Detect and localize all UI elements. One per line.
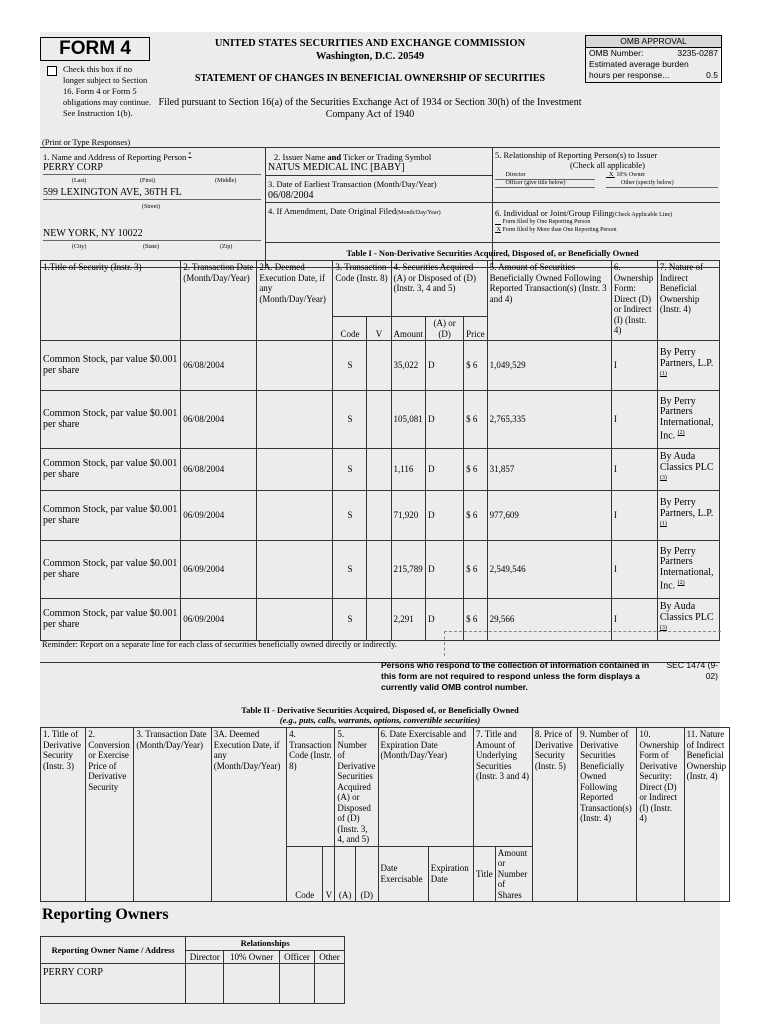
- t2-col-form: 10. Ownership Form of Derivative Security: Direct (D) or Indirect (I) (Instr. 4): [637, 728, 684, 902]
- cell-code-v: [367, 391, 391, 449]
- box1-label: 1. Name and Address of Reporting Person *: [43, 152, 192, 162]
- cell-security-title: Common Stock, par value $0.001 per share: [41, 599, 181, 641]
- sec-code: SEC 1474 (9-02): [666, 660, 718, 681]
- cell-price: $ 6: [464, 541, 488, 599]
- box5-label: 5. Relationship of Reporting Person(s) to Issuer: [495, 150, 658, 160]
- t2-sub-amount: Amount or Number of Shares: [495, 846, 532, 902]
- zip-label: (Zip): [220, 244, 233, 250]
- cell-acquired-disposed: D: [426, 391, 464, 449]
- cell-code-v: [367, 491, 391, 541]
- cell-transaction-date: 06/08/2004: [181, 391, 257, 449]
- footnote-ref[interactable]: (1): [659, 371, 667, 378]
- cell-amount-owned: 29,566: [487, 599, 611, 641]
- cell-deemed-date: [257, 341, 333, 391]
- cell-nature: By Auda Classics PLC $^{(3)}$: [657, 449, 719, 491]
- cell-acquired-disposed: D: [426, 341, 464, 391]
- omb-approval-box: [585, 35, 722, 83]
- t1-sub-price: Price: [464, 317, 488, 341]
- t1-col-ownership-form: 6. Ownership Form: Direct (D) or Indirect (I) (Instr. 4): [611, 261, 657, 341]
- cell-code-v: [367, 541, 391, 599]
- omb-hours-value: 0.5: [706, 70, 718, 80]
- cell-transaction-date: 06/09/2004: [181, 491, 257, 541]
- one-reporting-person-option[interactable]: Form filed by One Reporting Person: [502, 219, 591, 225]
- cell-nature: By Auda Classics PLC $^{(3)}$: [657, 599, 719, 641]
- t1-col-date: 2. Transaction Date (Month/Day/Year): [181, 261, 257, 341]
- cell-nature: By Perry Partners, L.P. $^{(1)}$: [657, 491, 719, 541]
- footnote-ref[interactable]: (2): [677, 430, 685, 437]
- cell-ownership-form: I: [611, 491, 657, 541]
- cell-acquired-disposed: D: [426, 449, 464, 491]
- cell-price: $ 6: [464, 341, 488, 391]
- box2-label: 2. Issuer Name and Ticker or Trading Symbol: [274, 152, 432, 162]
- cell-transaction-code: S: [333, 541, 367, 599]
- cell-amount: 215,789: [391, 541, 426, 599]
- first-label: (First): [140, 178, 155, 184]
- cell-security-title: Common Stock, par value $0.001 per share: [41, 491, 181, 541]
- checkbox-text: Check this box if no longer subject to Section 16. Form 4 or Form 5 obligations may continue. See Instruction 1(b).: [63, 64, 152, 118]
- t2-sub-d: (D): [355, 846, 378, 902]
- cell-deemed-date: [257, 391, 333, 449]
- t1-col-deemed: 2A. Deemed Execution Date, if any (Month/Day/Year): [257, 261, 333, 341]
- cell-amount: 71,920: [391, 491, 426, 541]
- table-row: [41, 449, 720, 491]
- cell-transaction-code: S: [333, 491, 367, 541]
- table-row: [41, 391, 720, 449]
- earliest-transaction-date: 06/08/2004: [268, 190, 314, 201]
- ten-percent-owner-option[interactable]: X 10% Owner: [609, 172, 646, 178]
- table-row: [41, 341, 720, 391]
- table2-derivative: [40, 727, 730, 902]
- cell-amount-owned: 2,549,546: [487, 541, 611, 599]
- box4-label: 4. If Amendment, Date Original Filed(Month/Day/Year): [268, 206, 441, 216]
- reminder-text: Reminder: Report on a separate line for each class of securities beneficially owned directly or indirectly.: [42, 639, 397, 649]
- t2-col-price: 8. Price of Derivative Security (Instr. 5): [532, 728, 577, 902]
- t2-col-number: 5. Number of Derivative Securities Acquired (A) or Disposed of (D) (Instr. 3, 4, and 5): [335, 728, 378, 847]
- print-type-note: (Print or Type Responses): [42, 137, 131, 147]
- filed-pursuant: Filed pursuant to Section 16(a) of the Securities Exchange Act of 1934 or Section 30(h) of the Investment Company Act of 1940: [158, 97, 582, 120]
- blank-box: [444, 631, 721, 656]
- middle-label: (Middle): [215, 178, 237, 184]
- cell-code-v: [367, 599, 391, 641]
- cell-deemed-date: [257, 541, 333, 599]
- cell-amount-owned: 1,049,529: [487, 341, 611, 391]
- t2-col-code: 4. Transaction Code (Instr. 8): [287, 728, 335, 847]
- t1-sub-code: Code: [333, 317, 367, 341]
- cell-code-v: [367, 449, 391, 491]
- owners-10pct-col: 10% Owner: [224, 950, 280, 964]
- cell-amount: 35,022: [391, 341, 426, 391]
- cell-nature: By Perry Partners International, Inc. $^{(2)}$: [657, 391, 719, 449]
- t2-col-nature: 11. Nature of Indirect Beneficial Ownership (Instr. 4): [684, 728, 729, 902]
- omb-notice: Persons who respond to the collection of information contained in this form are not required to respond unless the form displays a currently valid OMB control number.: [381, 660, 650, 692]
- cell-price: $ 6: [464, 391, 488, 449]
- agency-name: UNITED STATES SECURITIES AND EXCHANGE COMMISSION: [214, 38, 526, 49]
- table-row: [41, 541, 720, 599]
- reporting-person-street: 599 LEXINGTON AVE, 36TH FL: [43, 187, 182, 198]
- officer-option[interactable]: Officer (give title below): [495, 180, 595, 188]
- cell-security-title: Common Stock, par value $0.001 per share: [41, 541, 181, 599]
- cell-amount: 2,291: [391, 599, 426, 641]
- state-label: (State): [143, 244, 159, 250]
- t1-col-title: 1.Title of Security (Instr. 3): [41, 261, 181, 341]
- t2-sub-expiration: Expiration Date: [428, 846, 473, 902]
- more-reporting-persons-option[interactable]: X Form filed by More than One Reporting Person: [496, 227, 617, 233]
- t1-col-code: 3. Transaction Code (Instr. 8): [333, 261, 391, 317]
- omb-burden-label: Estimated average burden: [589, 59, 689, 69]
- t2-col-conversion: 2. Conversion or Exercise Price of Derivative Security: [86, 728, 134, 902]
- footnote-ref[interactable]: (3): [659, 625, 667, 632]
- cell-ownership-form: I: [611, 391, 657, 449]
- footnote-ref[interactable]: (2): [677, 580, 685, 587]
- cell-transaction-date: 06/09/2004: [181, 599, 257, 641]
- cell-amount-owned: 31,857: [487, 449, 611, 491]
- t1-col-amount-owned: 5. Amount of Securities Beneficially Owned Following Reported Transaction(s) (Instr. 3 and 4): [487, 261, 611, 341]
- t1-col-securities: 4. Securities Acquired (A) or Disposed of (D) (Instr. 3, 4 and 5): [391, 261, 487, 317]
- table1-non-derivative: [40, 260, 720, 641]
- t1-sub-amount: Amount: [391, 317, 426, 341]
- cell-transaction-date: 06/08/2004: [181, 449, 257, 491]
- cell-nature: By Perry Partners, L.P. $^{(1)}$: [657, 341, 719, 391]
- cell-security-title: Common Stock, par value $0.001 per share: [41, 341, 181, 391]
- director-option[interactable]: Director: [495, 172, 595, 180]
- box6-label: 6. Individual or Joint/Group Filing(Check Applicable Line): [495, 208, 673, 218]
- t1-sub-v: V: [367, 317, 391, 341]
- owners-officer-col: Officer: [280, 950, 315, 964]
- cell-amount: 1,116: [391, 449, 426, 491]
- street-label: (Street): [142, 204, 160, 210]
- cell-deemed-date: [257, 449, 333, 491]
- cell-ownership-form: I: [611, 541, 657, 599]
- table2-subtitle: (e.g., puts, calls, warrants, options, convertible securities): [279, 715, 481, 725]
- box3-label: 3. Date of Earliest Transaction (Month/Day/Year): [268, 179, 437, 189]
- last-label: (Last): [72, 178, 87, 184]
- t2-sub-date-exercisable: Date Exercisable: [378, 846, 428, 902]
- table2-title: Table II - Derivative Securities Acquired, Disposed of, or Beneficially Owned: [241, 705, 519, 715]
- cell-security-title: Common Stock, par value $0.001 per share: [41, 449, 181, 491]
- cell-acquired-disposed: D: [426, 491, 464, 541]
- t2-col-title: 1. Title of Derivative Security (Instr. 3): [41, 728, 86, 902]
- owner-name-col: Reporting Owner Name / Address: [41, 937, 186, 964]
- cell-ownership-form: I: [611, 341, 657, 391]
- footnote-ref[interactable]: (3): [659, 475, 667, 482]
- t2-col-exercisable: 6. Date Exercisable and Expiration Date (Month/Day/Year): [378, 728, 473, 847]
- cell-transaction-date: 06/08/2004: [181, 341, 257, 391]
- omb-hours-label: hours per response...: [589, 70, 670, 80]
- t2-col-deemed: 3A. Deemed Execution Date, if any (Month/Day/Year): [211, 728, 286, 902]
- cell-transaction-code: S: [333, 599, 367, 641]
- agency-city: Washington, D.C. 20549: [315, 51, 425, 62]
- t2-sub-title: Title: [473, 846, 495, 902]
- cell-deemed-date: [257, 599, 333, 641]
- omb-number-value: 3235-0287: [677, 48, 718, 58]
- cell-transaction-date: 06/09/2004: [181, 541, 257, 599]
- form-page: [40, 32, 727, 1024]
- owners-director-col: Director: [186, 950, 224, 964]
- cell-price: $ 6: [464, 491, 488, 541]
- t1-sub-aord: (A) or (D): [426, 317, 464, 341]
- omb-number-label: OMB Number:: [589, 48, 644, 58]
- owners-other-col: Other: [315, 950, 345, 964]
- cell-transaction-code: S: [333, 391, 367, 449]
- t2-sub-code: Code: [287, 846, 323, 902]
- omb-title: OMB APPROVAL: [586, 36, 721, 48]
- statement-title: STATEMENT OF CHANGES IN BENEFICIAL OWNERSHIP OF SECURITIES: [194, 73, 546, 84]
- cell-ownership-form: I: [611, 599, 657, 641]
- t2-col-date: 3. Transaction Date (Month/Day/Year): [134, 728, 211, 902]
- no-longer-subject-checkbox[interactable]: [47, 66, 57, 76]
- t2-col-owned: 9. Number of Derivative Securities Beneficially Owned Following Reported Transaction(s) (Instr. 4): [578, 728, 637, 902]
- t2-sub-v: V: [323, 846, 335, 902]
- issuer-name: NATUS MEDICAL INC [BABY]: [268, 162, 405, 173]
- cell-code-v: [367, 341, 391, 391]
- reporting-person-city: NEW YORK, NY 10022: [43, 228, 143, 239]
- cell-transaction-code: S: [333, 341, 367, 391]
- t2-sub-a: (A): [335, 846, 356, 902]
- form-title: FORM 4: [40, 37, 150, 61]
- reporting-owners-table: [40, 936, 345, 1004]
- footnote-ref[interactable]: (1): [659, 521, 667, 528]
- reporting-info-section: [40, 147, 720, 267]
- cell-acquired-disposed: D: [426, 541, 464, 599]
- relationships-header: Relationships: [186, 937, 345, 951]
- t1-col-nature: 7. Nature of Indirect Beneficial Ownership (Instr. 4): [657, 261, 719, 341]
- cell-security-title: Common Stock, par value $0.001 per share: [41, 391, 181, 449]
- city-label: (City): [72, 244, 87, 250]
- cell-price: $ 6: [464, 449, 488, 491]
- cell-amount: 105,081: [391, 391, 426, 449]
- table-row: [41, 491, 720, 541]
- box5-sub: (Check all applicable): [569, 160, 646, 170]
- cell-amount-owned: 977,609: [487, 491, 611, 541]
- owner-name: PERRY CORP: [41, 964, 186, 1004]
- cell-amount-owned: 2,765,335: [487, 391, 611, 449]
- cell-deemed-date: [257, 491, 333, 541]
- cell-acquired-disposed: D: [426, 599, 464, 641]
- reporting-owners-heading: Reporting Owners: [42, 906, 169, 923]
- cell-nature: By Perry Partners International, Inc. $^{(2)}$: [657, 541, 719, 599]
- cell-price: $ 6: [464, 599, 488, 641]
- other-option[interactable]: Other (specify below): [606, 180, 718, 188]
- cell-ownership-form: I: [611, 449, 657, 491]
- t2-col-underlying: 7. Title and Amount of Underlying Securities (Instr. 3 and 4): [473, 728, 532, 847]
- cell-transaction-code: S: [333, 449, 367, 491]
- reporting-person-name: PERRY CORP: [43, 162, 103, 173]
- table1-title: Table I - Non-Derivative Securities Acquired, Disposed of, or Beneficially Owned: [346, 248, 639, 258]
